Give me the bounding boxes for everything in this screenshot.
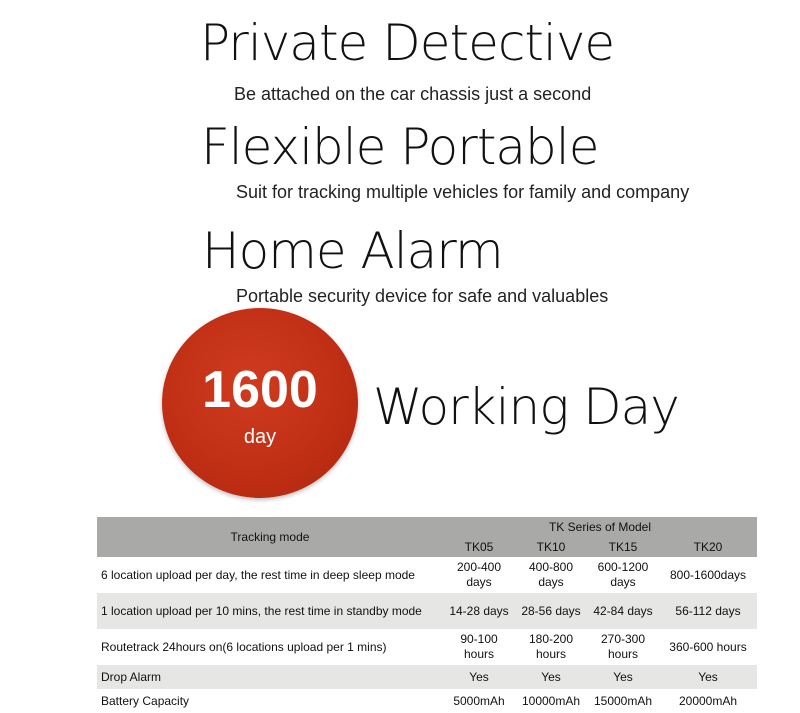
row-value: Yes [659, 665, 757, 689]
row-value: 14-28 days [443, 593, 515, 629]
row-value: 10000mAh [515, 689, 587, 713]
header-tracking-mode: Tracking mode [97, 517, 443, 557]
row-mode: Routetrack 24hours on(6 locations upload per 1 mins) [97, 629, 443, 665]
header-model: TK20 [659, 537, 757, 557]
row-mode: 6 location upload per day, the rest time in deep sleep mode [97, 557, 443, 593]
spec-table [97, 517, 757, 713]
table-row [97, 689, 757, 713]
row-value: 15000mAh [587, 689, 659, 713]
row-value: 400-800 days [515, 557, 587, 593]
table-row [97, 629, 757, 665]
working-days-badge [162, 308, 358, 498]
badge-unit: day [243, 426, 277, 448]
row-mode: Drop Alarm [97, 665, 443, 689]
row-value: 200-400 days [443, 557, 515, 593]
working-day-headline: Working Day [373, 378, 679, 436]
header-model: TK10 [515, 537, 587, 557]
feature-subtitle-flexible-portable: Suit for tracking multiple vehicles for family and company [236, 182, 690, 202]
row-value: 56-112 days [659, 593, 757, 629]
row-value: 5000mAh [443, 689, 515, 713]
row-mode: 1 location upload per 10 mins, the rest time in standby mode [97, 593, 443, 629]
header-model: TK15 [587, 537, 659, 557]
table-row [97, 557, 757, 593]
table-row [97, 665, 757, 689]
row-value: 20000mAh [659, 689, 757, 713]
row-value: 180-200 hours [515, 629, 587, 665]
row-value: 600-1200 days [587, 557, 659, 593]
badge-number: 1600 [202, 361, 318, 419]
row-value: Yes [587, 665, 659, 689]
table-row [97, 593, 757, 629]
row-value: Yes [443, 665, 515, 689]
row-value: 28-56 days [515, 593, 587, 629]
feature-title-private-detective: Private Detective [200, 14, 615, 72]
header-model: TK05 [443, 537, 515, 557]
row-value: 42-84 days [587, 593, 659, 629]
feature-title-home-alarm: Home Alarm [202, 222, 503, 280]
row-value: 90-100 hours [443, 629, 515, 665]
header-model-series: TK Series of Model [443, 517, 757, 537]
feature-subtitle-home-alarm: Portable security device for safe and valuables [236, 286, 609, 306]
row-value: 800-1600days [659, 557, 757, 593]
feature-title-flexible-portable: Flexible Portable [201, 118, 599, 176]
row-value: 360-600 hours [659, 629, 757, 665]
row-mode: Battery Capacity [97, 689, 443, 713]
row-value: 270-300 hours [587, 629, 659, 665]
row-value: Yes [515, 665, 587, 689]
feature-subtitle-private-detective: Be attached on the car chassis just a second [234, 84, 592, 104]
